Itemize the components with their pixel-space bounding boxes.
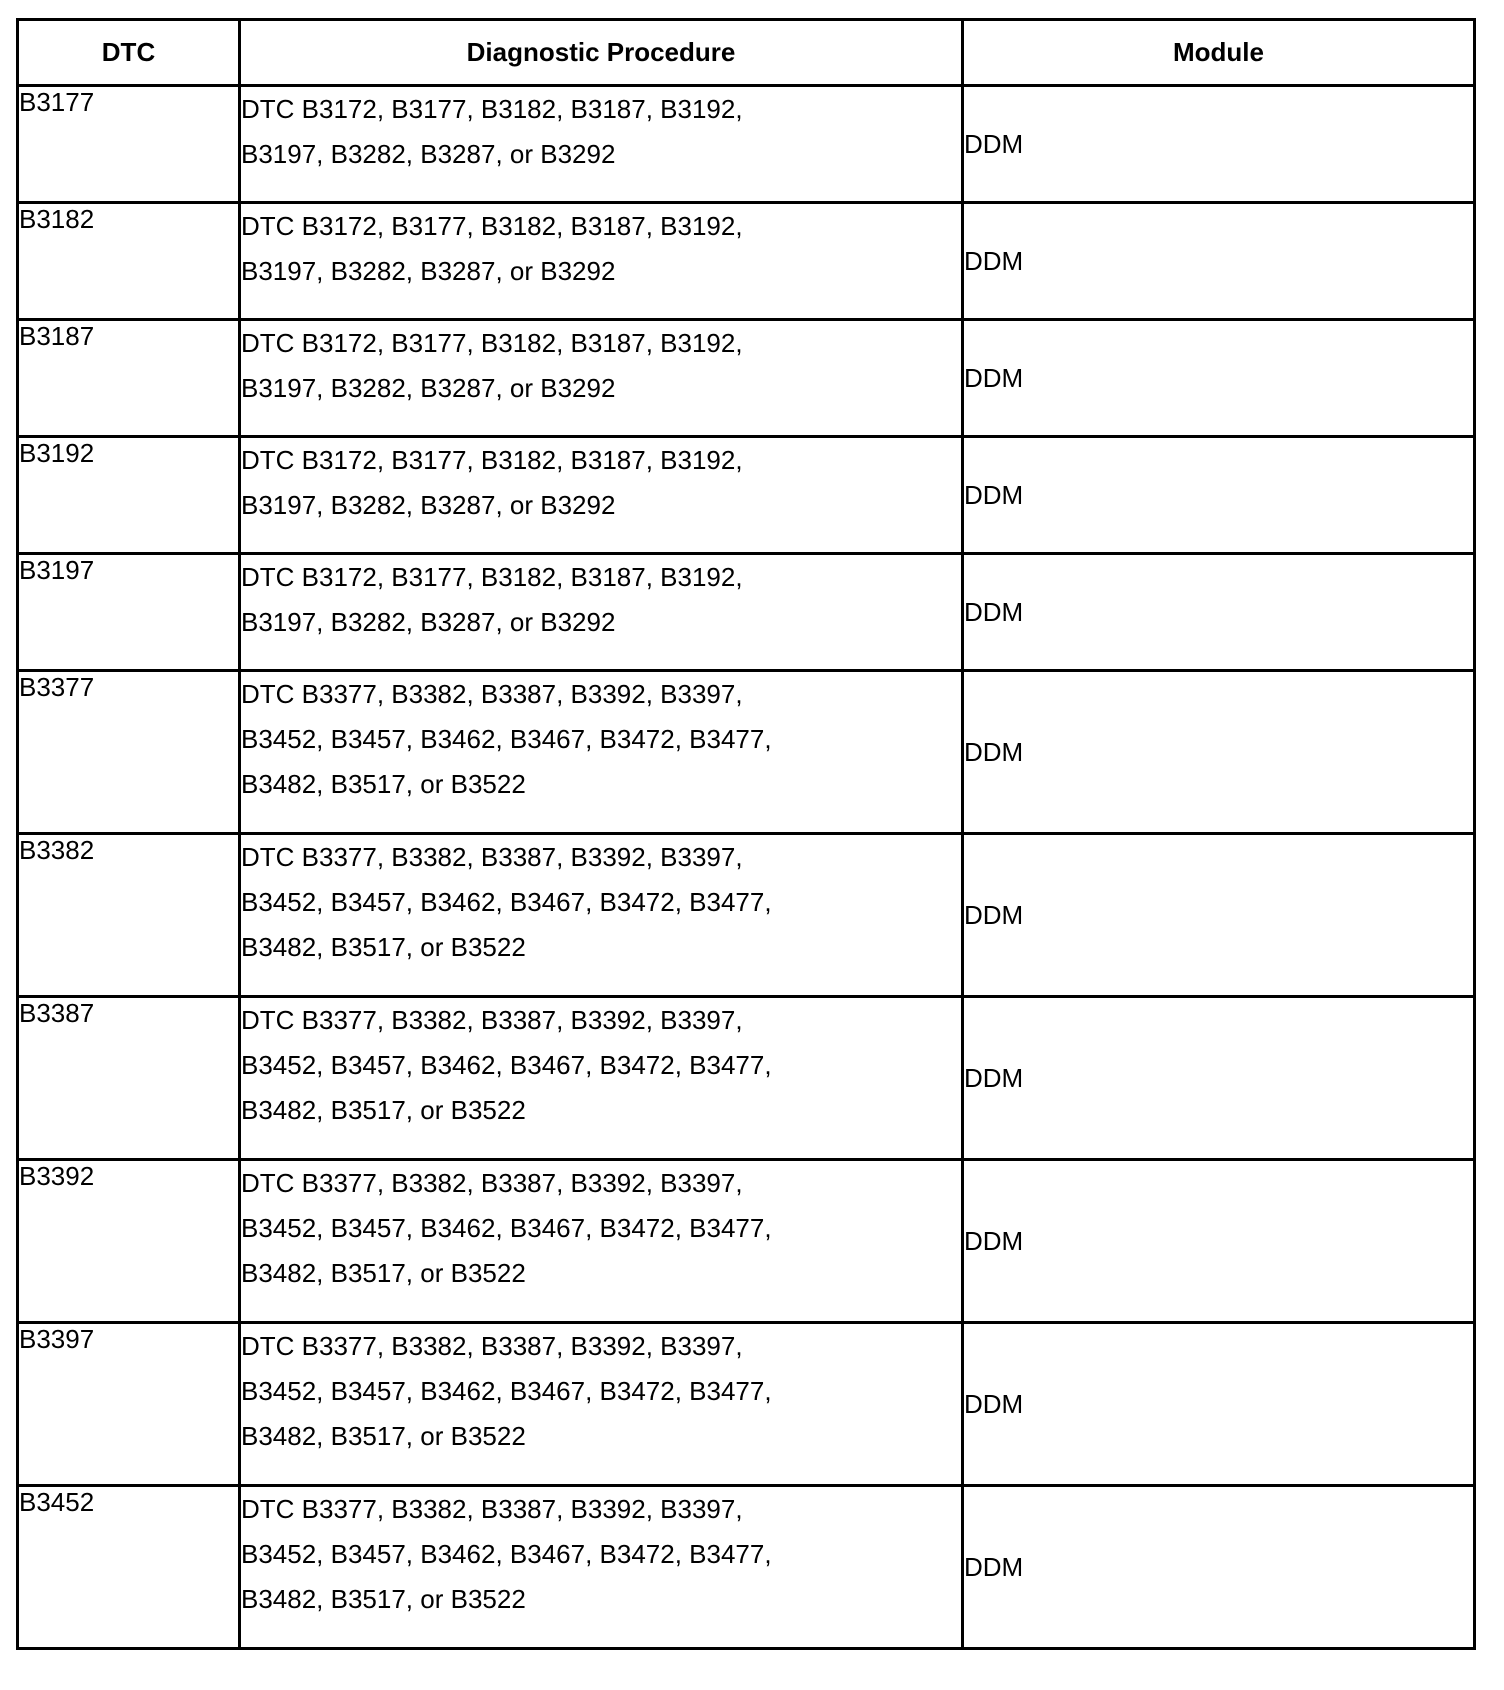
procedure-line: DTC B3377, B3382, B3387, B3392, B3397, [241, 1005, 743, 1035]
module-name: DDM [963, 834, 1475, 997]
procedure-line: DTC B3377, B3382, B3387, B3392, B3397, [241, 1494, 743, 1524]
procedure-line: B3197, B3282, B3287, or B3292 [241, 373, 616, 403]
procedure-line: DTC B3172, B3177, B3182, B3187, B3192, [241, 445, 743, 475]
diagnostic-procedure [240, 1160, 963, 1323]
table-row [18, 671, 1475, 834]
header-diagnostic-procedure: Diagnostic Procedure [240, 20, 963, 86]
table-row [18, 320, 1475, 437]
procedure-line: B3452, B3457, B3462, B3467, B3472, B3477, [241, 1376, 772, 1406]
procedure-line: B3452, B3457, B3462, B3467, B3472, B3477, [241, 1539, 772, 1569]
procedure-line: B3482, B3517, or B3522 [241, 769, 526, 799]
header-module: Module [963, 20, 1475, 86]
procedure-line: B3452, B3457, B3462, B3467, B3472, B3477, [241, 1050, 772, 1080]
diagnostic-procedure [240, 1323, 963, 1486]
module-name: DDM [963, 86, 1475, 203]
table-body [18, 86, 1475, 1649]
diagnostic-procedure [240, 1486, 963, 1649]
dtc-table [16, 18, 1476, 1650]
procedure-line: DTC B3377, B3382, B3387, B3392, B3397, [241, 679, 743, 709]
module-name: DDM [963, 203, 1475, 320]
dtc-code: B3197 [18, 554, 240, 671]
dtc-code: B3387 [18, 997, 240, 1160]
table-row [18, 1323, 1475, 1486]
diagnostic-procedure [240, 834, 963, 997]
procedure-line: B3482, B3517, or B3522 [241, 1258, 526, 1288]
table-row [18, 86, 1475, 203]
procedure-line: B3482, B3517, or B3522 [241, 1095, 526, 1125]
procedure-line: B3482, B3517, or B3522 [241, 1421, 526, 1451]
procedure-line: DTC B3172, B3177, B3182, B3187, B3192, [241, 211, 743, 241]
procedure-line: DTC B3377, B3382, B3387, B3392, B3397, [241, 1168, 743, 1198]
dtc-code: B3187 [18, 320, 240, 437]
table-row [18, 1486, 1475, 1649]
diagnostic-procedure [240, 320, 963, 437]
table-row [18, 437, 1475, 554]
dtc-code: B3177 [18, 86, 240, 203]
procedure-line: B3482, B3517, or B3522 [241, 1584, 526, 1614]
procedure-line: DTC B3172, B3177, B3182, B3187, B3192, [241, 94, 743, 124]
procedure-line: B3452, B3457, B3462, B3467, B3472, B3477, [241, 1213, 772, 1243]
dtc-code: B3392 [18, 1160, 240, 1323]
diagnostic-procedure [240, 554, 963, 671]
module-name: DDM [963, 997, 1475, 1160]
module-name: DDM [963, 320, 1475, 437]
dtc-code: B3192 [18, 437, 240, 554]
diagnostic-procedure [240, 997, 963, 1160]
procedure-line: DTC B3377, B3382, B3387, B3392, B3397, [241, 1331, 743, 1361]
dtc-code: B3382 [18, 834, 240, 997]
diagnostic-procedure [240, 203, 963, 320]
procedure-line: B3197, B3282, B3287, or B3292 [241, 490, 616, 520]
dtc-code: B3452 [18, 1486, 240, 1649]
procedure-line: B3197, B3282, B3287, or B3292 [241, 256, 616, 286]
procedure-line: B3482, B3517, or B3522 [241, 932, 526, 962]
diagnostic-procedure [240, 86, 963, 203]
module-name: DDM [963, 554, 1475, 671]
procedure-line: B3452, B3457, B3462, B3467, B3472, B3477, [241, 887, 772, 917]
table-row [18, 554, 1475, 671]
module-name: DDM [963, 1486, 1475, 1649]
procedure-line: B3197, B3282, B3287, or B3292 [241, 607, 616, 637]
dtc-code: B3377 [18, 671, 240, 834]
procedure-line: B3452, B3457, B3462, B3467, B3472, B3477, [241, 724, 772, 754]
header-dtc: DTC [18, 20, 240, 86]
procedure-line: DTC B3172, B3177, B3182, B3187, B3192, [241, 562, 743, 592]
module-name: DDM [963, 671, 1475, 834]
diagnostic-procedure [240, 671, 963, 834]
dtc-code: B3182 [18, 203, 240, 320]
table-header [18, 20, 1475, 86]
table-row [18, 834, 1475, 997]
procedure-line: DTC B3377, B3382, B3387, B3392, B3397, [241, 842, 743, 872]
table-row [18, 1160, 1475, 1323]
diagnostic-procedure [240, 437, 963, 554]
procedure-line: DTC B3172, B3177, B3182, B3187, B3192, [241, 328, 743, 358]
procedure-line: B3197, B3282, B3287, or B3292 [241, 139, 616, 169]
header-row [18, 20, 1475, 86]
module-name: DDM [963, 1160, 1475, 1323]
table-row [18, 203, 1475, 320]
module-name: DDM [963, 1323, 1475, 1486]
dtc-code: B3397 [18, 1323, 240, 1486]
module-name: DDM [963, 437, 1475, 554]
table-row [18, 997, 1475, 1160]
